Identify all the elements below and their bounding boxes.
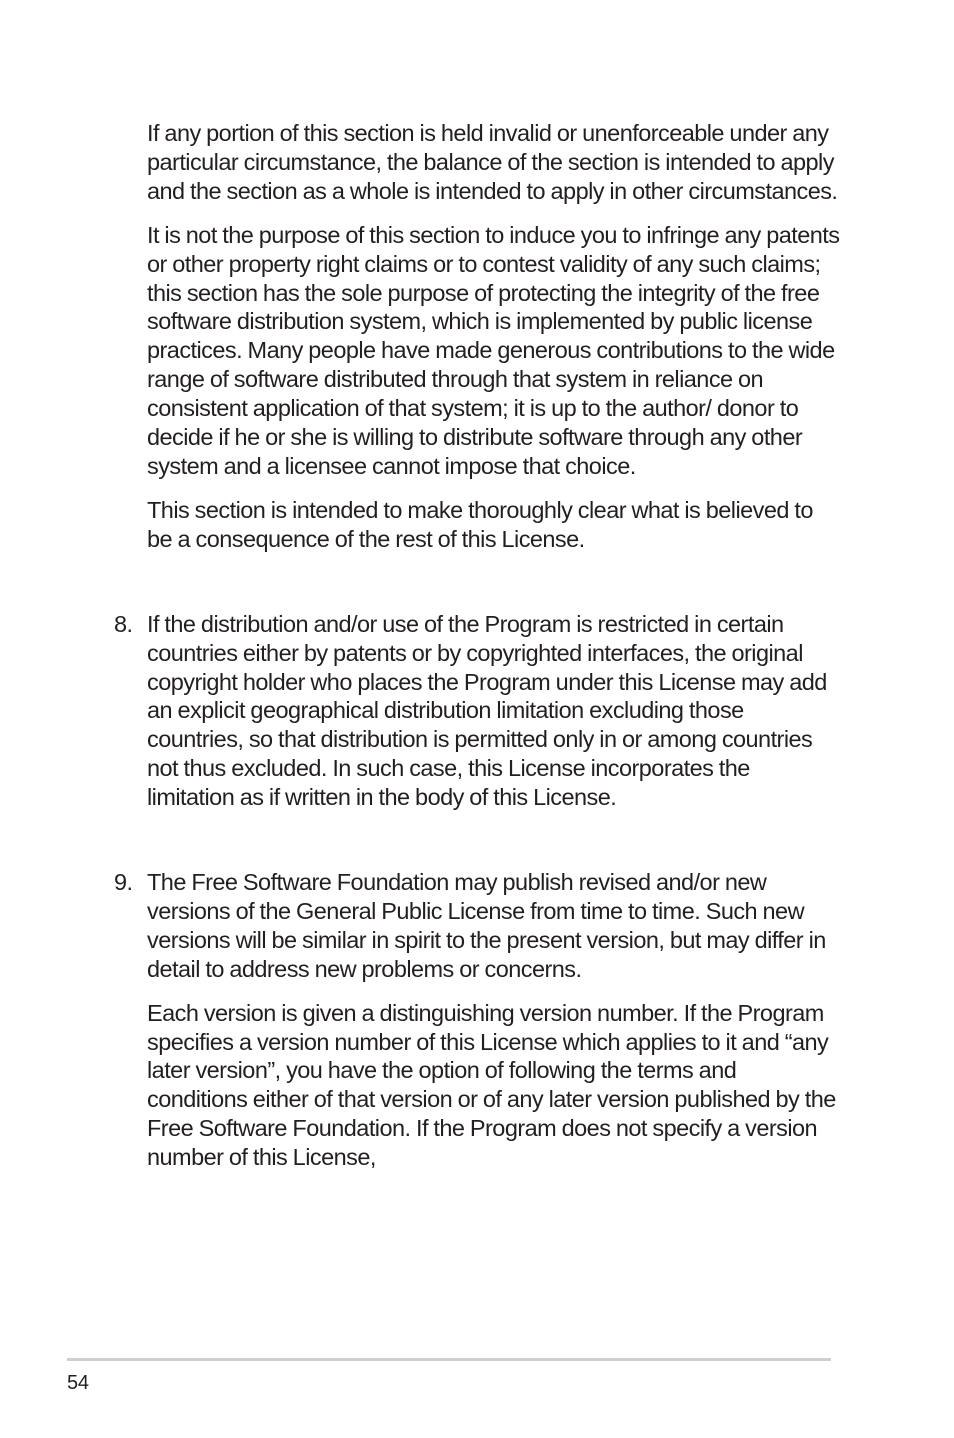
document-body <box>114 119 842 1172</box>
intro-paragraph-1: If any portion of this section is held invalid or unenforceable under any particular circumstance, the balance of the section is intended to apply and the section as a whole is intended to apply in other circumstances. <box>147 120 838 204</box>
list-item-9 <box>114 868 842 1172</box>
intro-paragraph-3: This section is intended to make thoroughly clear what is believed to be a consequence of the rest of this License. <box>147 496 813 552</box>
list-item-paragraph: The Free Software Foundation may publish revised and/or new versions of the General Public License from time to time. Such new versions will be similar in spirit to the present version, but may differ in detail to address new problems or concerns. <box>147 869 826 982</box>
list-item-paragraph: Each version is given a distinguishing version number. If the Program specifies a version number of this License which applies to it and “any later version”, you have the option of following the terms and conditions either of that version or of any later version published by the Free Software Foundation. If the Program does not specify a version number of this License, <box>147 999 836 1171</box>
list-item-paragraph: If the distribution and/or use of the Program is restricted in certain countries either by patents or by copyrighted interfaces, the original copyright holder who places the Program under this License may add an explicit geographical distribution limitation excluding those countries, so that distribution is permitted only in or among countries not thus excluded. In such case, this License incorporates the limitation as if written in the body of this License. <box>147 610 827 811</box>
list-item-number: 9. <box>114 869 133 896</box>
list-item-number: 8. <box>114 610 133 637</box>
footer-divider <box>67 1358 831 1361</box>
list-item-8 <box>114 610 842 812</box>
intro-paragraph-2: It is not the purpose of this section to induce you to infringe any patents or other property right claims or to contest validity of any such claims; this section has the sole purpose of protecting the integrity of the free software distribution system, which is implemented by public license practices. Many people have made generous contributions to the wide range of software distributed through that system in reliance on consistent application of that system; it is up to the author/ donor to decide if he or she is willing to distribute software through any other system and a licensee cannot impose that choice. <box>147 221 840 479</box>
page-number: 54 <box>67 1372 89 1394</box>
